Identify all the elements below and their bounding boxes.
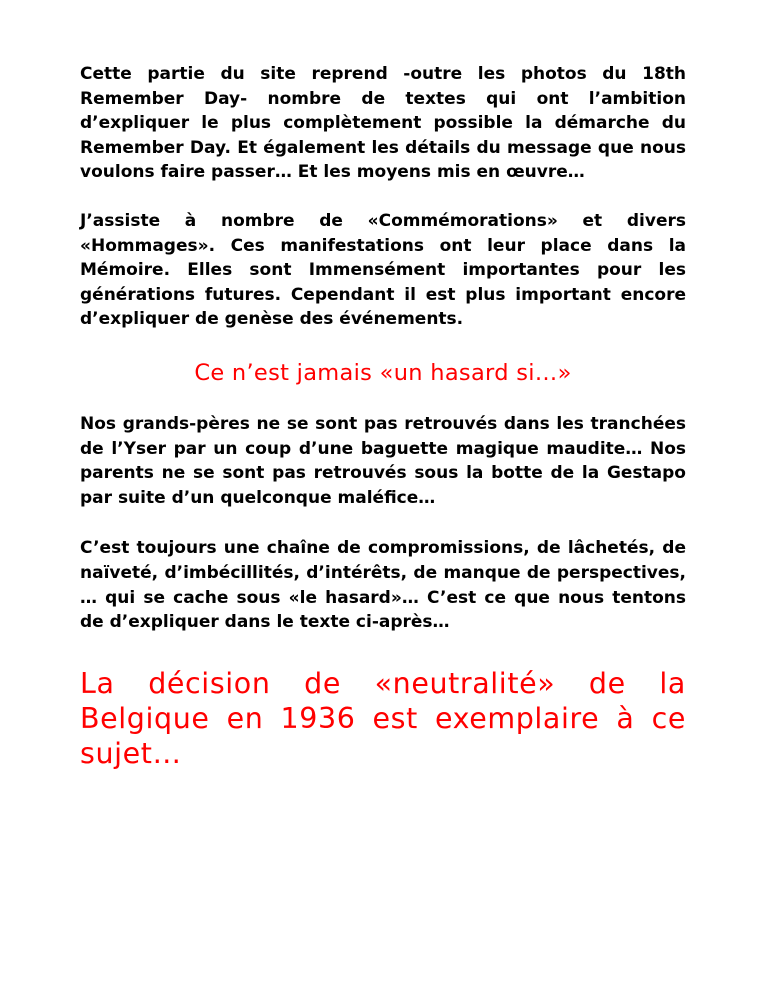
document-page: [80, 62, 686, 771]
hasard-heading: Ce n’est jamais «un hasard si…»: [194, 359, 572, 386]
commemorations-paragraph: J’assiste à nombre de «Commémorations» et divers «Hommages». Ces manifestations ont leur place dans la Mémoire. Elles sont Immensément importantes pour les générations futures. Cependant il est plus important encore d’expliquer de genèse des événements.: [80, 210, 686, 330]
neutralite-heading: La décision de «neutralité» de la Belgique en 1936 est exemplaire à ce sujet…: [80, 666, 686, 770]
chain-paragraph: C’est toujours une chaîne de compromissions, de lâchetés, de naïveté, d’imbécillités, d’intérêts, de manque de perspectives, … qui se cache sous «le hasard»… C’est ce que nous tentons de d’expliquer dans le texte ci-après…: [80, 538, 686, 633]
grandparents-paragraph: Nos grands-pères ne se sont pas retrouvés dans les tranchées de l’Yser par un coup d’une baguette magique maudite… Nos parents ne se sont pas retrouvés sous la botte de la Gestapo par suite d’un quelconque maléfice…: [80, 413, 686, 508]
intro-paragraph: Cette partie du site reprend -outre les photos du 18th Remember Day- nombre de textes qui ont l’ambition d’expliquer le plus complètement possible la démarche du Remember Day. Et également les détails du message que nous voulons faire passer… Et les moyens mis en œuvre…: [80, 64, 686, 183]
